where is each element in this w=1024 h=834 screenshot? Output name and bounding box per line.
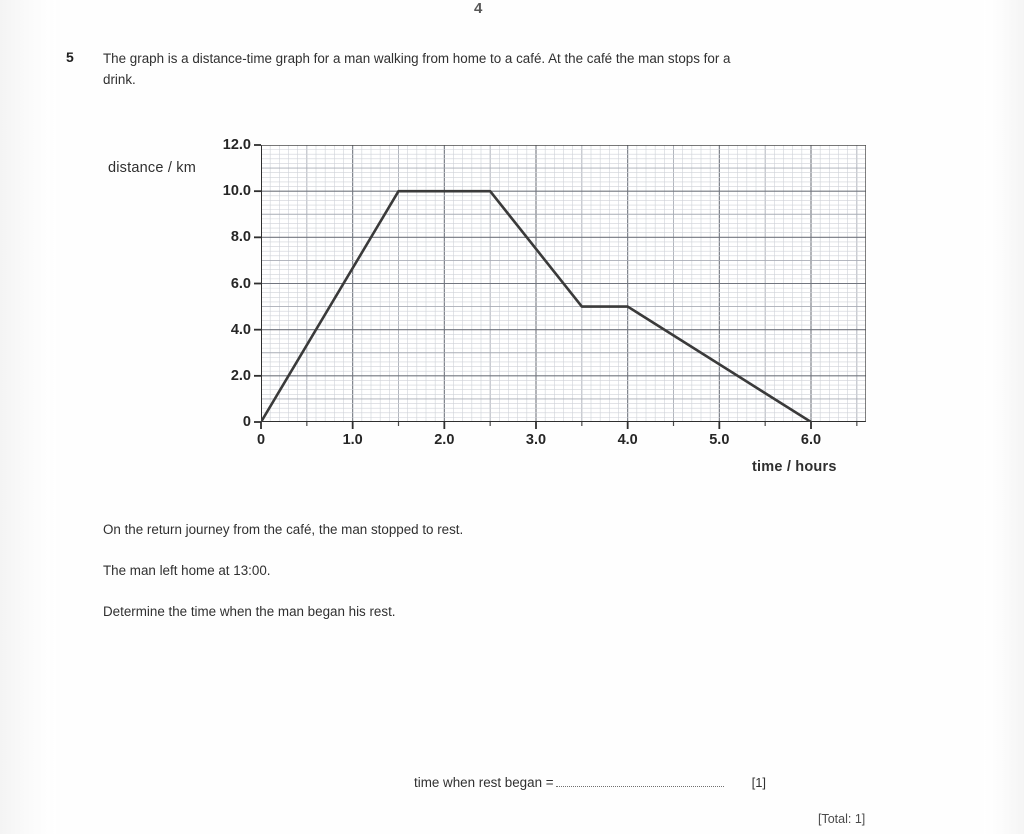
page-top-mark: 4: [474, 2, 483, 15]
y-tick-label: 4.0: [230, 321, 251, 338]
answer-input-line[interactable]: [556, 777, 724, 787]
marks-allocation: [1]: [751, 775, 767, 790]
x-tick-label: 6.0: [800, 432, 822, 448]
question-text: The graph is a distance-time graph for a man walking from home to a café. At the café the man stops for a drink.: [103, 51, 731, 87]
x-axis-title: time / hours: [752, 459, 837, 475]
y-tick-label: 8.0: [230, 229, 251, 246]
y-tick-label: 6.0: [230, 275, 251, 292]
y-tick-label: 10.0: [222, 183, 251, 200]
statement-determine-instruction: Determine the time when the man began his rest.: [103, 604, 396, 619]
y-tick-label: 2.0: [230, 367, 251, 384]
answer-row: [414, 775, 766, 790]
x-tick-label: 4.0: [617, 432, 638, 448]
x-tick-label: 0: [256, 432, 266, 448]
answer-label: time when rest began =: [414, 775, 554, 790]
y-tick-label: 12.0: [222, 137, 251, 153]
x-tick-label: 2.0: [434, 432, 455, 448]
y-axis-title: distance / km: [108, 160, 197, 176]
total-marks: [Total: 1]: [818, 812, 866, 826]
x-tick-label: 3.0: [525, 432, 547, 448]
statement-left-home-time: The man left home at 13:00.: [103, 563, 271, 578]
statement-return-journey: On the return journey from the café, the man stopped to rest.: [103, 522, 464, 537]
y-tick-label: 0: [242, 414, 251, 430]
question-number: 5: [66, 49, 74, 65]
x-tick-label: 1.0: [342, 432, 363, 448]
x-tick-label: 5.0: [709, 432, 730, 448]
